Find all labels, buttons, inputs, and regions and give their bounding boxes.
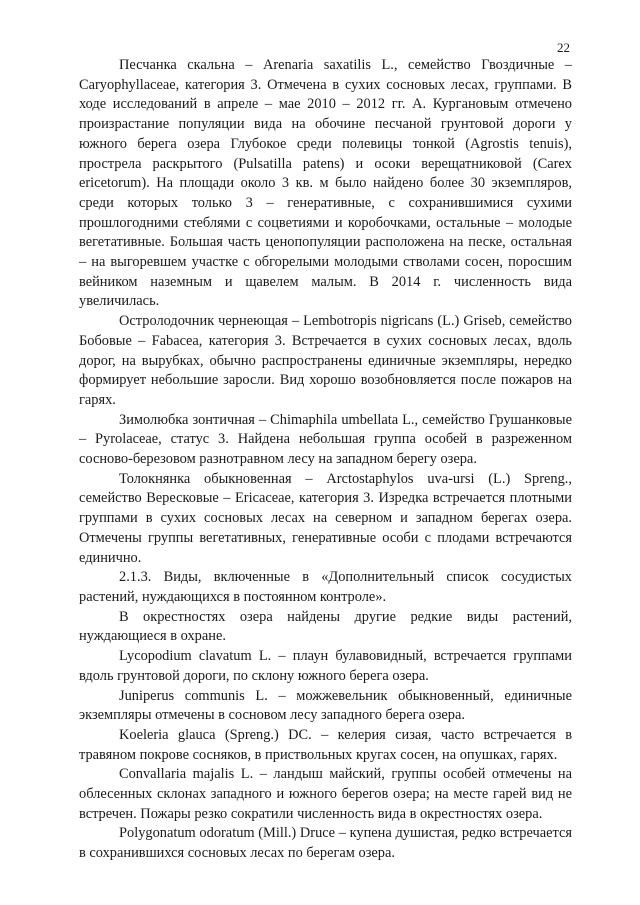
paragraph-convallaria: Convallaria majalis L. – ландыш майский, группы особей отмечены на облесенных склонах западного и южного берегов озера; на месте гарей вид не встречен. Пожары резко сократили численность вида в окрестностях озера. bbox=[79, 766, 572, 822]
paragraph-intro-rare-species: В окрестностях озера найдены другие редкие виды растений, нуждающиеся в охране. bbox=[79, 608, 572, 645]
paragraph-chimaphila: Зимолюбка зонтичная – Chimaphila umbellata L., семейство Грушанковые – Pyrolaceae, статус 3. Найдена небольшая группа особей в разреженном сосново-березовом разнотравном лесу на западном берегу озера. bbox=[79, 411, 572, 468]
section-heading-2-1-3: 2.1.3. Виды, включенные в «Дополнительный список сосудистых растений, нуждающихся в постоянном контроле». bbox=[79, 569, 572, 605]
paragraph-arenaria: Песчанка скальна – Arenaria saxatilis L., семейство Гвоздичные – Caryophyllaceae, категория 3. Отмечена в сухих сосновых лесах, группами. В ходе исследований в апреле – мае 2010 – 2012 гг. А. Кургановым отмечено произрастание популяции вида на обочине песчаной грунтовой дороги у южного берега озера Глубокое среди полевицы тонкой (Agrostis tenuis), прострела раскрытого (Pulsatilla patens) и осоки верещатниковой (Carex ericetorum). На площади около 3 кв. м было найдено более 30 экземпляров, среди которых только 3 – генеративные, с сохранившимися сухими прошлогодними стеблями с соцветиями и коробочками, остальные – молодые вегетативные. Большая часть ценопопуляции расположена на песке, остальная – на выгоревшем участке с обгорелыми молодыми стволами сосен, поросшим вейником наземным и щавелем малым. В 2014 г. численность вида увеличилась. bbox=[79, 57, 572, 310]
paragraph-arctostaphylos: Толокнянка обыкновенная – Arctostaphylos uva-ursi (L.) Spreng., семейство Вересковые – Ericaceae, категория 3. Изредка встречается плотными группами в сухих сосновых лесах на северном и западном берегах озера. Отмечены группы вегетативных, генеративные особи с плодами встречаются единично. bbox=[79, 470, 572, 566]
paragraph-lycopodium: Lycopodium clavatum L. – плаун булавовидный, встречается группами вдоль грунтовой дороги, по склону южного берега озера. bbox=[79, 648, 572, 684]
page-number: 22 bbox=[557, 40, 570, 55]
paragraph-lembotropis: Остролодочник чернеющая – Lembotropis nigricans (L.) Griseb, семейство Бобовые – Fabacea, категория 3. Встречается в сухих сосновых лесах, вдоль дорог, на вырубках, обычно распространены единичные экземпляры, нередко формирует небольшие заросли. Вид хорошо возобновляется после пожаров на гарях. bbox=[79, 313, 572, 408]
document-body bbox=[79, 56, 572, 864]
paragraph-koeleria: Koeleria glauca (Spreng.) DC. – келерия сизая, часто встречается в травяном покрове сосняков, в приствольных кругах сосен, на опушках, гарях. bbox=[79, 726, 572, 763]
paragraph-juniperus: Juniperus communis L. – можжевельник обыкновенный, единичные экземпляры отмечены в сосновом лесу западного берега озера. bbox=[79, 687, 572, 724]
paragraph-polygonatum: Polygonatum odoratum (Mill.) Druce – купена душистая, редко встречается в сохранившихся сосновых лесах по берегам озера. bbox=[79, 825, 572, 862]
